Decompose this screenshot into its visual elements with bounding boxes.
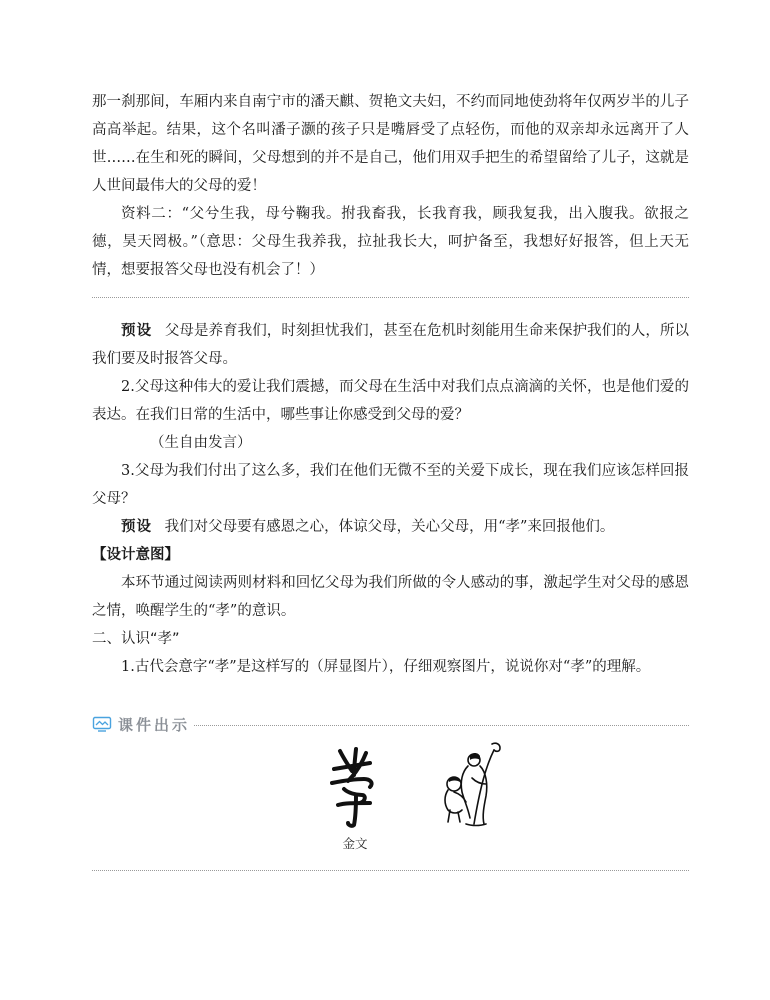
monitor-icon xyxy=(92,716,112,732)
divider-bottom xyxy=(92,870,689,871)
question-three-paragraph: 3.父母为我们付出了这么多，我们在他们无微不至的关爱下成长，现在我们应该怎样回报父母？ xyxy=(92,463,689,507)
section-two-title: 二、认识“孝” xyxy=(92,631,180,647)
question-two-paragraph: 2.父母这种伟大的爱让我们震撼，而父母在生活中对我们点点滴滴的关怀，也是他们爱的表达。在我们日常的生活中，哪些事让你感受到父母的爱？ xyxy=(92,379,689,423)
courseware-label: 课件出示 xyxy=(118,715,191,734)
section-two-question-one: 1.古代会意字“孝”是这样写的（屏显图片），仔细观察图片，说说你对“孝”的理解。 xyxy=(121,659,651,675)
divider-top xyxy=(92,297,689,298)
courseware-header xyxy=(92,712,689,736)
bronze-script-xiao-image xyxy=(326,745,384,830)
answer-one-label: 预设 xyxy=(121,323,153,339)
answer-three-text: 我们对父母要有感恩之心，体谅父母，关心父母，用“孝”来回报他们。 xyxy=(164,519,615,535)
answer-one-text: 父母是养育我们，时刻担忧我们，甚至在危机时刻能用生命来保护我们的人，所以我们要及时报答父母。 xyxy=(92,323,690,367)
image-caption: 金文 xyxy=(342,836,368,851)
elder-and-child-image xyxy=(430,738,510,830)
answer-three-label: 预设 xyxy=(121,519,152,535)
answer-three-paragraph xyxy=(92,513,689,541)
answer-one-paragraph xyxy=(92,317,689,373)
design-intent-text: 本环节通过阅读两则材料和回忆父母为我们所做的令人感动的事，激起学生对父母的感恩之情，唤醒学生的“孝”的意识。 xyxy=(92,575,689,619)
material-one-section xyxy=(92,88,689,284)
courseware-divider xyxy=(194,725,689,726)
material-one-paragraph: 那一刹那间，车厢内来自南宁市的潘天麒、贺艳文夫妇，不约而同地使劲将年仅两岁半的儿子高高举起。结果，这个名叫潘子灏的孩子只是嘴唇受了点轻伤，而他的双亲却永远离开了人世……在生和死的瞬间，父母想到的并不是自己，他们用双手把生的希望留给了儿子，这就是人世间最伟大的父母的爱！ xyxy=(92,94,689,194)
design-intent-heading: 【设计意图】 xyxy=(92,547,179,563)
free-speech-note: （生自由发言） xyxy=(150,435,252,451)
discussion-section xyxy=(92,317,689,681)
material-two-paragraph: 资料二：“父兮生我，母兮鞠我。拊我畜我，长我育我，顾我复我，出入腹我。欲报之德，昊天罔极。”（意思：父母生我养我，拉扯我长大，呵护备至，我想好好报答，但上天无情，想要报答父母也没有机会了！） xyxy=(92,206,689,278)
